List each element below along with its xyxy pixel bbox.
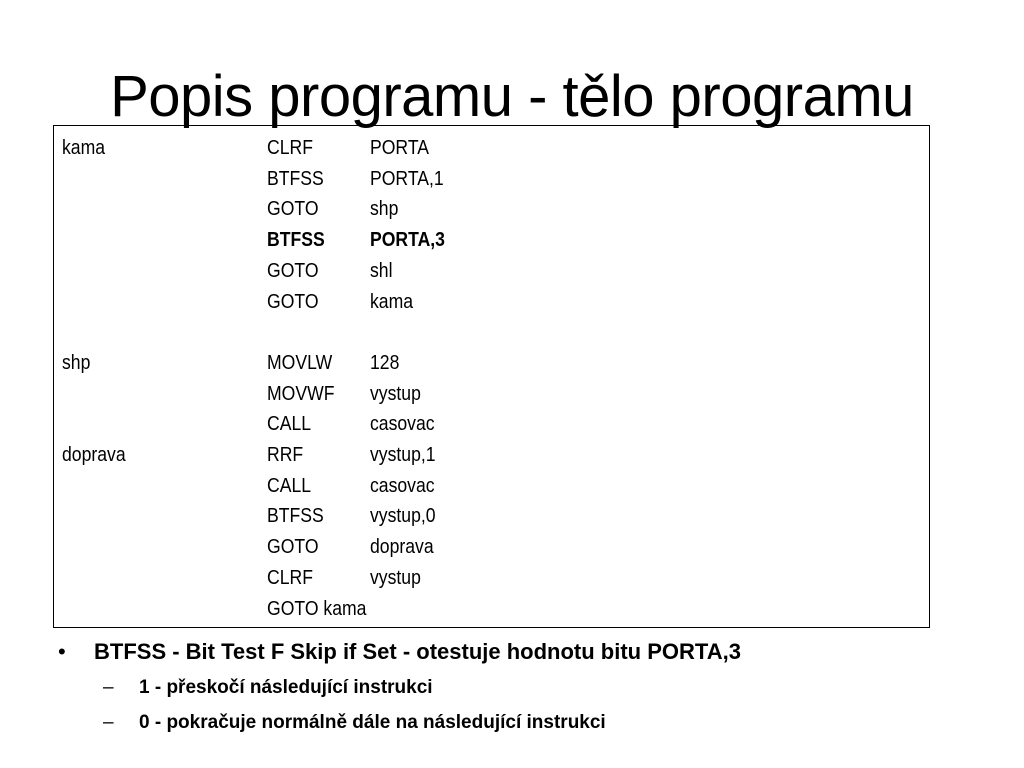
code-operand: vystup,0 — [370, 505, 436, 527]
code-opcode: CLRF — [267, 567, 313, 589]
code-operand: vystup — [370, 383, 421, 405]
code-opcode: BTFSS — [267, 168, 324, 190]
code-operand: kama — [370, 291, 414, 313]
code-operand: PORTA,3 — [370, 229, 445, 251]
bullet-marker: • — [58, 639, 66, 664]
code-opcode: RRF — [267, 444, 304, 466]
code-operand: casovac — [370, 413, 435, 435]
code-opcode: MOVLW — [267, 352, 333, 374]
bullet-main-text: BTFSS - Bit Test F Skip if Set - otestuje hodnotu bitu PORTA,3 — [94, 639, 741, 664]
code-opcode: CALL — [267, 413, 312, 435]
code-opcode: CLRF — [267, 137, 313, 159]
code-opcode: GOTO — [267, 536, 319, 558]
code-opcode: GOTO — [267, 260, 319, 282]
code-operand: shl — [370, 260, 393, 282]
code-opcode: GOTO kama — [267, 598, 367, 620]
slide-title: Popis programu - tělo programu — [110, 64, 914, 129]
code-operand: casovac — [370, 475, 435, 497]
code-operand: PORTA — [370, 137, 430, 159]
code-operand: PORTA,1 — [370, 168, 444, 190]
code-opcode: BTFSS — [267, 505, 324, 527]
code-operand: 128 — [370, 352, 400, 374]
code-label: kama — [62, 137, 106, 159]
code-opcode: CALL — [267, 475, 312, 497]
code-label: doprava — [62, 444, 126, 466]
bullet-sub-1-text: 1 - přeskočí následující instrukci — [139, 677, 433, 698]
code-operand: shp — [370, 198, 399, 220]
bullet-sub-2-text: 0 - pokračuje normálně dále na následující instrukci — [139, 712, 606, 733]
code-listing-box — [53, 125, 930, 628]
code-operand: vystup,1 — [370, 444, 436, 466]
code-opcode: MOVWF — [267, 383, 335, 405]
code-opcode: GOTO — [267, 198, 319, 220]
code-operand: doprava — [370, 536, 434, 558]
bullet-dash-marker: – — [103, 677, 114, 698]
bullet-dash-marker: – — [103, 712, 114, 733]
code-operand: vystup — [370, 567, 421, 589]
code-opcode: GOTO — [267, 291, 319, 313]
code-label: shp — [62, 352, 91, 374]
code-opcode: BTFSS — [267, 229, 325, 251]
